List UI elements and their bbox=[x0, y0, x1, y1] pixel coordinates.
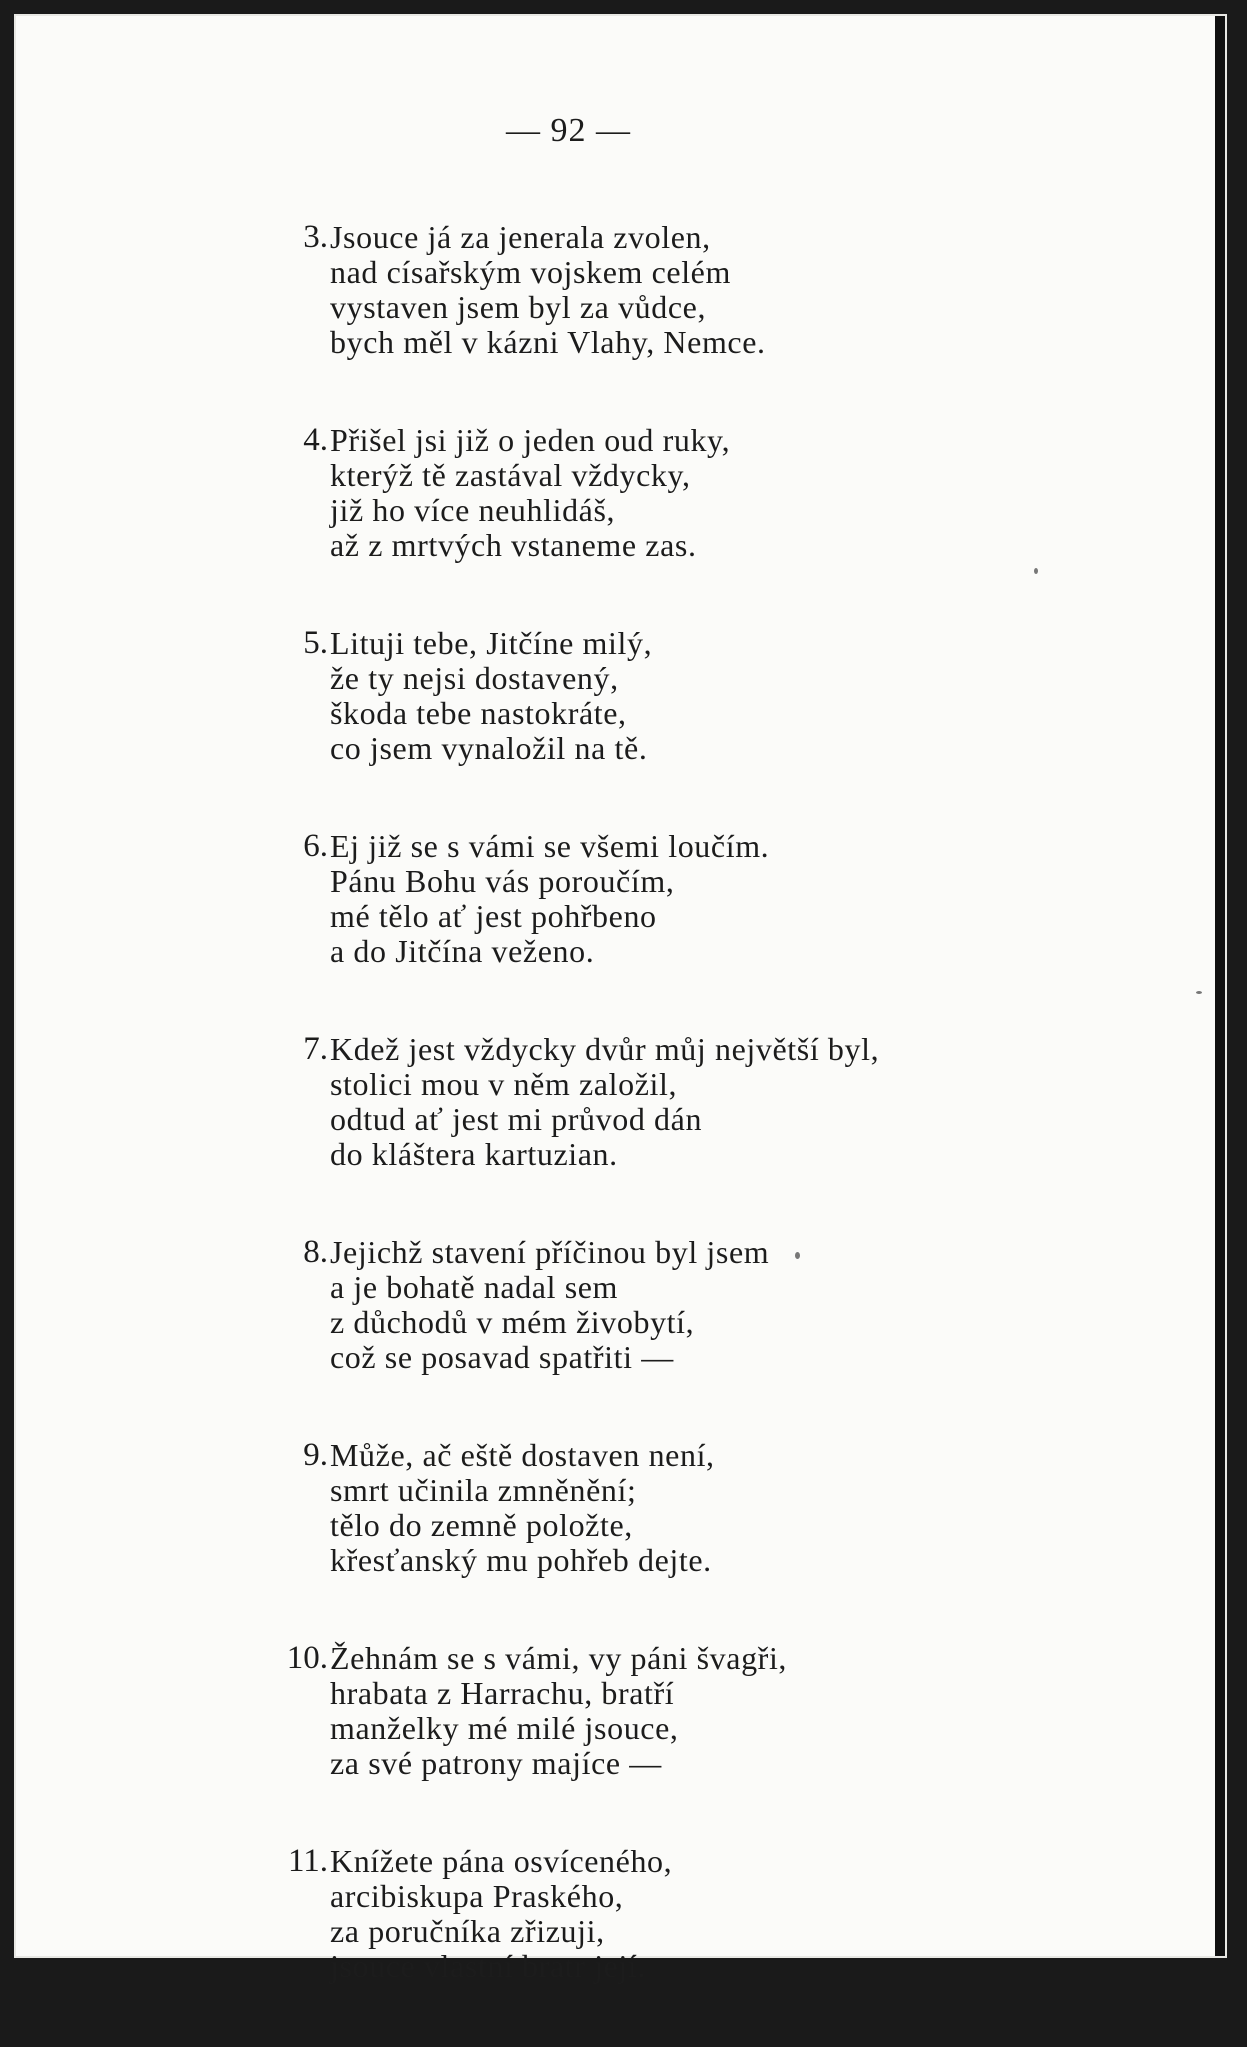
verse-line: hrabata z Harrachu, bratří bbox=[330, 1675, 675, 1711]
verse-line: Jsouce já za jenerala zvolen, bbox=[330, 219, 711, 255]
stanza-8 bbox=[303, 1234, 1210, 1375]
stanza-number: 6. bbox=[303, 828, 328, 864]
verse-line: mé tělo ať jest pohřbeno bbox=[330, 898, 657, 934]
stanza-number: 9. bbox=[303, 1437, 328, 1473]
verse-line: Žehnám se s vámi, vy páni švagři, bbox=[330, 1640, 788, 1676]
verse-line: již ho více neuhlidáš, bbox=[330, 492, 616, 528]
poem bbox=[286, 219, 1210, 2047]
verse-line: Může, ač eště dostaven není, bbox=[330, 1437, 715, 1473]
verse-line: arcibiskupa Praského, bbox=[330, 1878, 624, 1914]
verse-line: kterýž tě zastával vždycky, bbox=[330, 457, 691, 493]
stanza-number: 10. bbox=[286, 1640, 328, 1676]
stanza-4 bbox=[303, 422, 1210, 563]
stanza-3 bbox=[303, 219, 1210, 360]
verse-line: vystaven jsem byl za vůdce, bbox=[330, 289, 707, 325]
stanza-6 bbox=[303, 828, 1210, 969]
verse-line: Knížete pána osvíceného, bbox=[330, 1843, 673, 1879]
verse-line: a do Jitčína veženo. bbox=[330, 933, 595, 969]
verse-line: bych měl v kázni Vlahy, Nemce. bbox=[330, 324, 766, 360]
page-edge-shadow bbox=[1215, 16, 1225, 1956]
verse-line: Kdež jest vždycky dvůr můj největší byl, bbox=[330, 1031, 880, 1067]
stanza-number: 7. bbox=[303, 1031, 328, 1067]
stanza-11 bbox=[287, 1843, 1210, 1984]
page-number: — 92 — bbox=[506, 112, 631, 149]
verse-line: křesťanský mu pohřeb dejte. bbox=[330, 1542, 712, 1578]
verse-line: manželky mé milé jsouce, bbox=[330, 1710, 679, 1746]
stanza-number: 5. bbox=[303, 625, 328, 661]
verse-line: Lituji tebe, Jitčíne milý, bbox=[330, 625, 653, 661]
verse-line: škoda tebe nastokráte, bbox=[330, 695, 627, 731]
book-page bbox=[14, 14, 1227, 1984]
stanza-5 bbox=[303, 625, 1210, 766]
verse-line: za poručníka zřizuji, bbox=[330, 1913, 605, 1949]
verse-line: jsouce vlastní bratr její. bbox=[330, 1948, 646, 1984]
stanza-number: 11. bbox=[287, 1843, 328, 1879]
stanza-9 bbox=[303, 1437, 1210, 1578]
verse-line: stolici mou v něm založil, bbox=[330, 1066, 678, 1102]
verse-line: Pánu Bohu vás poroučím, bbox=[330, 863, 675, 899]
verse-line: z důchodů v mém živobytí, bbox=[330, 1304, 695, 1340]
verse-line: nad císařským vojskem celém bbox=[330, 254, 731, 290]
verse-line: tělo do zemně položte, bbox=[330, 1507, 633, 1543]
verse-line: až z mrtvých vstaneme zas. bbox=[330, 527, 697, 563]
stanza-number: 4. bbox=[303, 422, 328, 458]
verse-line: což se posavad spatřiti — bbox=[330, 1339, 674, 1375]
verse-line: za své patrony majíce — bbox=[330, 1745, 662, 1781]
verse-line: Přišel jsi již o jeden oud ruky, bbox=[330, 422, 731, 458]
stanza-number: 8. bbox=[303, 1234, 328, 1270]
verse-line: že ty nejsi dostavený, bbox=[330, 660, 619, 696]
verse-line: Jejichž stavení příčinou byl jsem bbox=[330, 1234, 770, 1270]
stanza-7 bbox=[303, 1031, 1210, 1172]
verse-line: smrt učinila zmněnění; bbox=[330, 1472, 637, 1508]
verse-line: a je bohatě nadal sem bbox=[330, 1269, 619, 1305]
verse-line: co jsem vynaložil na tě. bbox=[330, 730, 648, 766]
stanza-10 bbox=[286, 1640, 1210, 1781]
verse-line: Ej již se s vámi se všemi loučím. bbox=[330, 828, 770, 864]
stanza-number: 3. bbox=[303, 219, 328, 255]
verse-line: odtud ať jest mi průvod dán bbox=[330, 1101, 703, 1137]
verse-line: do kláštera kartuzian. bbox=[330, 1136, 618, 1172]
